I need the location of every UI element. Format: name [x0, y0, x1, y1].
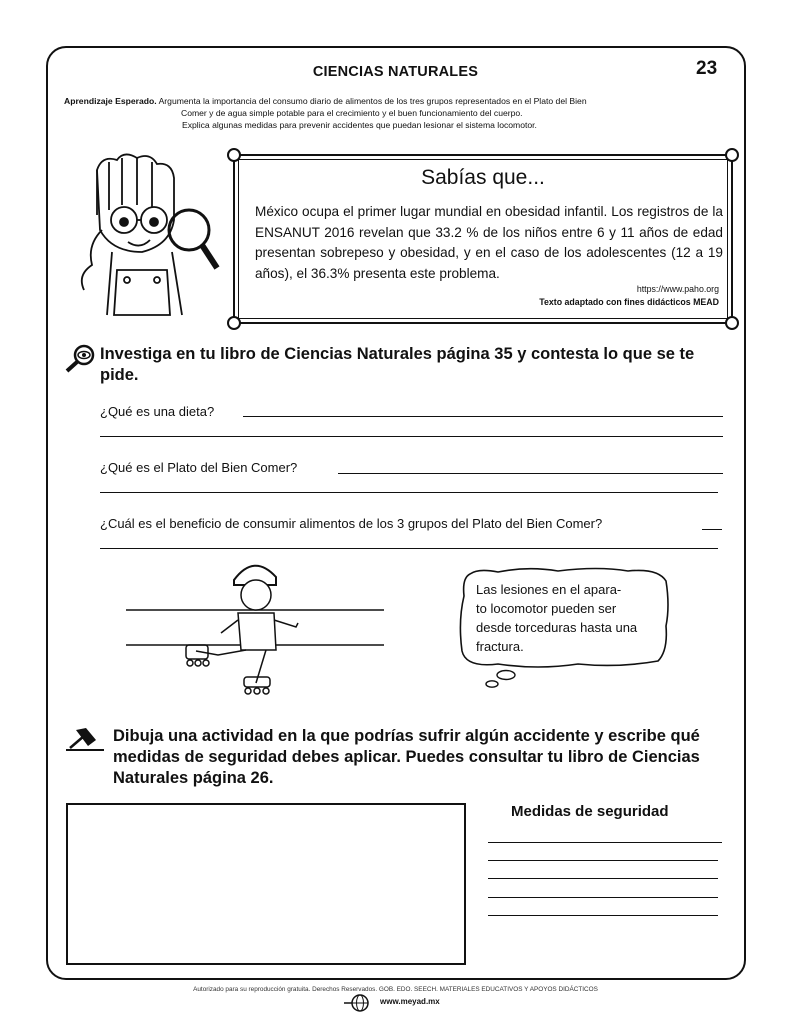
question-beneficio: ¿Cuál es el beneficio de consumir alimentos de los 3 grupos del Plato del Bien Comer?: [100, 516, 603, 531]
expected-learning-label: Aprendizaje Esperado.: [64, 96, 157, 106]
safety-line[interactable]: [488, 878, 718, 879]
answer-line[interactable]: [100, 492, 718, 493]
answer-line[interactable]: [702, 529, 722, 530]
question-plato: ¿Qué es el Plato del Bien Comer?: [100, 460, 298, 475]
corner-ornament: [227, 148, 241, 162]
corner-ornament: [227, 316, 241, 330]
skater-boy-illustration: [126, 555, 388, 700]
footer-url[interactable]: www.meyad.mx: [380, 997, 440, 1006]
expected-learning-line1: Argumenta la importancia del consumo diario de alimentos de los tres grupos representados en el Plato del Bien: [158, 96, 587, 106]
section2-instruction: Dibuja una actividad en la que podrías sufrir algún accidente y escribe qué medidas de seguridad debes aplicar. Puedes consultar tu libro de Ciencias Naturales página 26.: [113, 727, 700, 787]
bubble-line: Las lesiones en el apara-: [476, 582, 622, 597]
expected-learning-line2: Comer y de agua simple potable para el crecimiento y el buen funcionamiento del cuerpo.: [181, 108, 523, 118]
fact-credit: Texto adaptado con fines didácticos MEAD: [539, 297, 719, 307]
footer-note: Autorizado para su reproducción gratuita. Derechos Reservados. GOB. EDO. SEECH. MATERIALES EDUCATIVOS Y APOYOS DIDÁCTICOS: [193, 986, 598, 993]
drawing-box[interactable]: [66, 803, 466, 965]
corner-ornament: [725, 316, 739, 330]
fact-source: https://www.paho.org: [636, 284, 719, 294]
corner-ornament: [725, 148, 739, 162]
question-dieta: ¿Qué es una dieta?: [100, 404, 215, 419]
bubble-text: [476, 580, 676, 656]
bubble-line: to locomotor pueden ser: [476, 601, 617, 616]
pencil-writing-icon: [64, 726, 108, 754]
expected-learning-line3: Explica algunas medidas para prevenir accidentes que puedan lesionar el sistema locomotor.: [182, 120, 537, 130]
globe-icon: [344, 993, 374, 1013]
fact-text: México ocupa el primer lugar mundial en obesidad infantil. Los registros de la ENSANUT 2016 revelan que 33.2 % de los niños entre 6 y 11 años de edad presentan sobrepeso y obesidad, y en el caso de los adolescentes (12 a 19 años), el 36.3% presenta este problema.: [255, 204, 723, 281]
answer-line[interactable]: [338, 473, 723, 474]
answer-line[interactable]: [100, 436, 723, 437]
page-number: 23: [696, 58, 718, 79]
answer-line[interactable]: [100, 548, 718, 549]
bubble-line: fractura.: [476, 639, 524, 654]
answer-line[interactable]: [243, 416, 723, 417]
bubble-line: desde torceduras hasta una: [476, 620, 638, 635]
magnifier-eye-icon: [64, 343, 96, 373]
fact-box: [233, 154, 733, 324]
safety-title: Medidas de seguridad: [511, 803, 669, 820]
section1-instruction: Investiga en tu libro de Ciencias Naturales página 35 y contesta lo que se te pide.: [100, 345, 695, 384]
girl-magnifier-illustration: [62, 150, 227, 320]
safety-line[interactable]: [488, 842, 722, 843]
safety-line[interactable]: [488, 860, 718, 861]
safety-line[interactable]: [488, 915, 718, 916]
safety-line[interactable]: [488, 897, 718, 898]
subject-title: CIENCIAS NATURALES: [312, 64, 479, 80]
fact-title: Sabías que...: [421, 166, 545, 189]
expected-learning: [64, 95, 724, 131]
